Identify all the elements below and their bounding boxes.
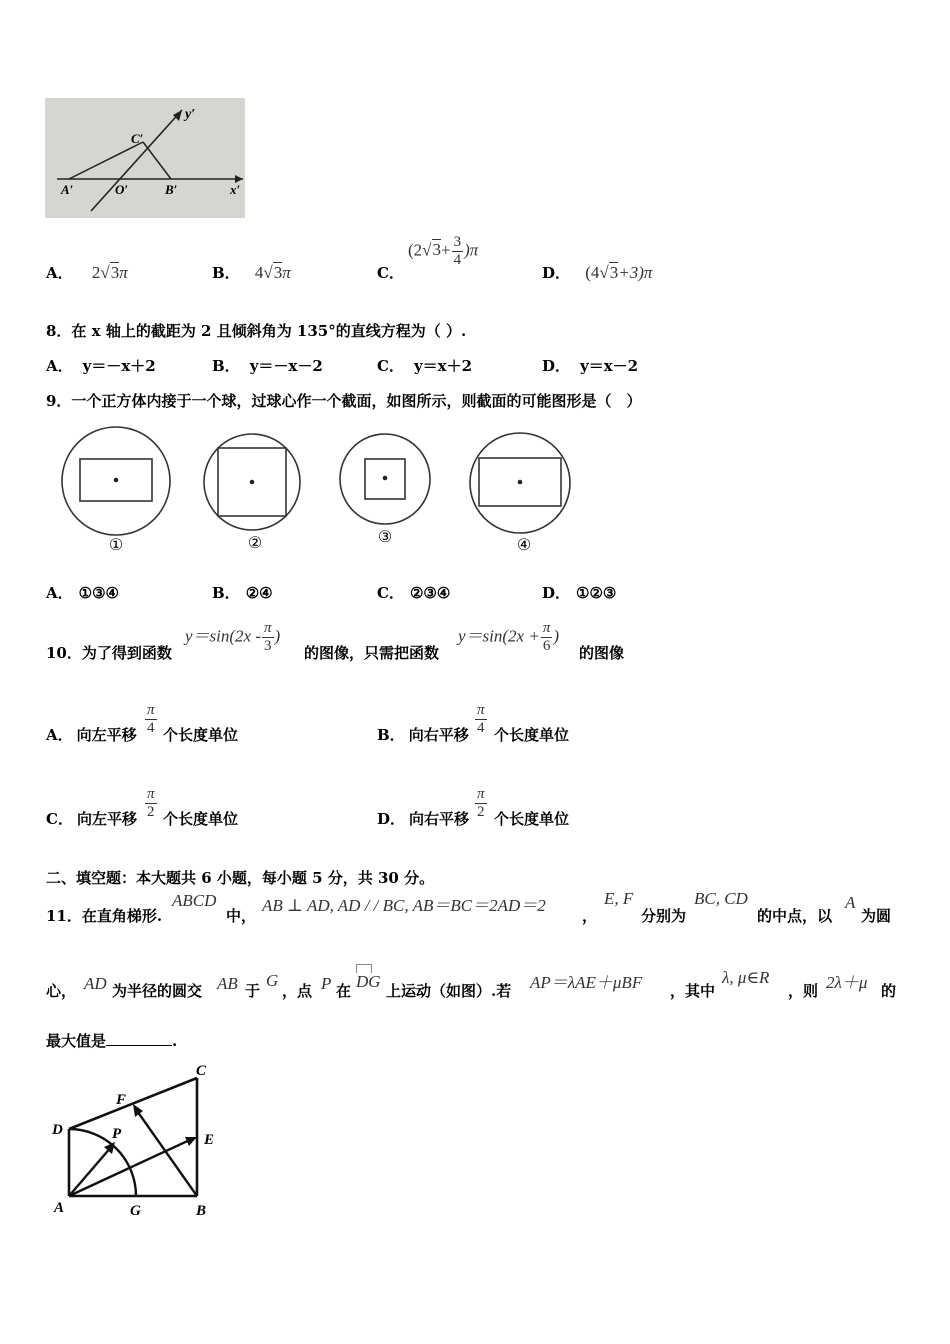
segment-ac [69, 142, 143, 179]
q11-expression: 2λ＋μ [826, 973, 868, 992]
q7-option-c: C． [377, 264, 404, 282]
q9-stem: 9．一个正方体内接于一个球，过球心作一个截面，如图所示，则截面的可能图形是（ ） [46, 392, 642, 410]
q11-ze: ，则 [788, 982, 819, 1000]
label-c: C′ [131, 131, 144, 146]
vector-bf-arrow [133, 1104, 143, 1117]
figure-2-label: ② [247, 535, 263, 552]
label-f: F [116, 1092, 127, 1108]
q7-option-a-expr: 2√3π [91, 263, 128, 282]
q8-option-c: C． y＝x＋2 [377, 357, 473, 375]
label-b: B [196, 1203, 207, 1219]
q10-option-d: D． 向右平移 [377, 810, 470, 828]
q10-option-d-unit: 个长度单位 [494, 810, 570, 828]
q11-fenbie: 分别为 [641, 907, 687, 925]
q10-option-a-frac: $\frac{\pi}{4}$ [147, 702, 155, 736]
q11-lambda-mu: λ, μ∈R [722, 968, 770, 987]
q10-option-c: C． 向左平移 [46, 810, 137, 828]
section-figure-3 [340, 434, 430, 546]
q11-condition: AB ⊥ AD, AD / / BC, AB＝BC＝2AD＝2 [262, 896, 546, 915]
arc-mark [356, 964, 372, 973]
q11-bccd: BC, CD [694, 889, 748, 908]
q9-option-b: B． ②④ [212, 584, 273, 602]
q7-option-b: B． 4√3π [212, 263, 291, 282]
label-x: x′ [230, 182, 241, 197]
q7-figure-svg [45, 98, 245, 218]
q9-option-c: C． ②③④ [377, 584, 451, 602]
vector-bf [135, 1108, 197, 1196]
q10-option-a: A． 向左平移 [46, 726, 137, 744]
q11-abcd: ABCD [172, 891, 217, 910]
label-e: E [204, 1132, 215, 1148]
q11-midpoint: 的中点，以 [757, 907, 833, 925]
figure-4-label: ④ [516, 537, 532, 554]
q7-figure [45, 98, 245, 218]
q11-ef: E, F [604, 889, 634, 908]
q10-function-1: y＝sin(2x - $\frac{\pi}{3}$ ) [185, 620, 281, 654]
q11-weiyuan: 为圆 [861, 907, 892, 925]
q8-option-d: D． y＝x－2 [542, 357, 639, 375]
q10-option-b-frac: $\frac{\pi}{4}$ [477, 702, 485, 736]
q10-num: 10．为了得到函数 [46, 644, 172, 662]
q11-figure-svg [46, 1058, 226, 1220]
section-figure-1 [62, 427, 170, 554]
q9-option-d: D． ①②③ [542, 584, 617, 602]
label-p: P [112, 1126, 122, 1142]
q10-option-a-unit: 个长度单位 [163, 726, 239, 744]
q11-de: 的 [881, 982, 897, 1000]
q10-option-b: B． 向右平移 [377, 726, 469, 744]
q11-move-text: 上运动（如图）.若 [386, 982, 512, 1000]
q8-stem: 8．在 x 轴上的截距为 2 且倾斜角为 135°的直线方程为（ ）. [46, 322, 467, 340]
q7-option-d-expr: (4√3+3)π [585, 263, 653, 282]
q11-num: 11．在直角梯形. [46, 907, 163, 925]
q11-xin: 心， [46, 982, 77, 1000]
q11-arc-dg: DG [356, 972, 381, 992]
q8-option-a: A． y＝－x＋2 [46, 357, 156, 375]
q11-dian: ，点 [282, 982, 313, 1000]
label-y: y′ [185, 107, 196, 122]
section-figure-2 [204, 434, 300, 552]
q11-p: P [321, 974, 332, 993]
q11-ab: AB [217, 974, 238, 993]
section-heading: 二、填空题：本大题共 6 小题，每小题 5 分，共 30 分。 [46, 869, 435, 887]
q10-function-2: y＝sin(2x + $\frac{\pi}{6}$ ) [458, 620, 559, 654]
q9-figures-svg [56, 426, 576, 562]
q11-answer-line: 最大值是 . [46, 1032, 178, 1050]
label-o: O′ [115, 182, 129, 197]
q9-option-a: A． ①③④ [46, 584, 119, 602]
q7-option-b-expr: 4√3π [254, 263, 291, 282]
figure-1-label: ① [108, 537, 124, 554]
section-figure-4 [470, 433, 570, 554]
q9-figures [56, 426, 576, 562]
q7-option-d: D． (4√3+3)π [542, 263, 653, 282]
q10-mid: 的图像，只需把函数 [304, 644, 440, 662]
answer-blank[interactable] [106, 1045, 172, 1046]
q10-option-c-frac: $\frac{\pi}{2}$ [147, 786, 155, 820]
q10-option-d-frac: $\frac{\pi}{2}$ [477, 786, 485, 820]
label-d: D [52, 1122, 63, 1138]
q11-comma: ， [582, 907, 598, 925]
side-cd [69, 1078, 197, 1129]
q8-option-b: B． y＝－x－2 [212, 357, 323, 375]
q7-option-c-expr: (2√3+ $\frac{3}{4}$ )π [408, 234, 479, 268]
label-c: C [196, 1063, 207, 1079]
q10-option-c-unit: 个长度单位 [163, 810, 239, 828]
q11-zhong: 中， [226, 907, 257, 925]
q11-radius-text: 为半径的圆交 [112, 982, 203, 1000]
q11-figure [46, 1058, 226, 1220]
q11-center-a: A [845, 893, 856, 912]
label-b: B′ [165, 182, 178, 197]
q11-qi: ，其中 [670, 982, 716, 1000]
q7-option-a: A． 2√3π [46, 263, 128, 282]
q11-ad: AD [84, 974, 107, 993]
q11-vector-eq: AP＝λAE＋μBF [530, 973, 643, 992]
figure-3-label: ③ [377, 529, 393, 546]
label-g: G [130, 1203, 141, 1219]
q11-yu: 于 [245, 982, 261, 1000]
vector-ap [69, 1146, 112, 1196]
q11-zai: 在 [336, 982, 352, 1000]
q10-option-b-unit: 个长度单位 [494, 726, 570, 744]
q11-g: G [266, 971, 279, 990]
q10-end: 的图像 [579, 644, 625, 662]
label-a: A′ [61, 182, 74, 197]
segment-cb [143, 142, 171, 179]
label-a: A [54, 1200, 65, 1216]
